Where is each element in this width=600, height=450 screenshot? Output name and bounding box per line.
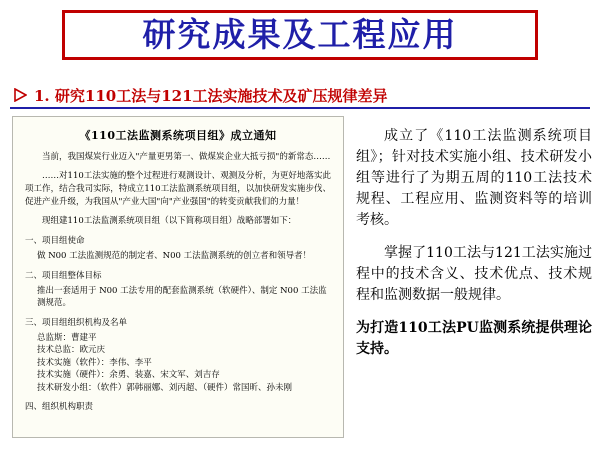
triangle-right-icon <box>10 85 30 105</box>
summary-paragraph-emphasis: 为打造110工法PU监测系统提供理论支持。 <box>356 320 592 357</box>
document-section-line: 技术实施（硬件）：余勇、装嘉、宋文军、刘吉存 <box>37 370 220 380</box>
document-section-body: 做 N00 工法监测规范的制定者、N00 工法监测系统的创立者和领导者！ <box>37 251 312 261</box>
page-title: 研究成果及工程应用 <box>142 15 458 54</box>
document-section-line: 技术总监：欧元庆 <box>37 345 106 355</box>
document-section-body: 推出一套适用于 N00 工法专用的配套监测系统（软硬件）、制定 N00 工法监测规范。 <box>37 285 327 308</box>
document-paragraph: 当前，我国煤炭行业迈入"产量更男第一、做煤炭企业大抵亏损"的新常态…… <box>42 152 331 162</box>
document-notice-panel <box>12 116 344 438</box>
document-section-heading: 三、项目组组织机构及名单 <box>25 317 128 328</box>
subtitle-row <box>10 82 590 108</box>
document-section-heading: 二、项目组整体目标 <box>25 270 102 281</box>
document-section-line: 总监斯：曹建平 <box>37 332 97 343</box>
subtitle-divider <box>10 107 590 109</box>
document-section-heading: 一、项目组使命 <box>25 236 85 246</box>
summary-paragraph: 掌握了110工法与121工法实施过程中的技术含义、技术优点、技术规程和监测数据一般规律。 <box>356 245 592 303</box>
document-title: 《110工法监测系统项目组》成立通知 <box>79 129 277 142</box>
document-section-line: 技术研发小组：（软件）郭韩丽娜、刘丙超、（硬件）常国昕、孙未刚 <box>37 382 293 393</box>
summary-paragraph: 成立了《110工法监测系统项目组》；针对技术实施小组、技术研发小组等进行了为期五周的110工法技术规程、工程应用、监测资料等的培训考核。 <box>356 128 592 228</box>
summary-text-column <box>356 126 592 372</box>
document-section-line: 技术实施（软件）：李伟、李平 <box>37 357 152 368</box>
document-section-heading: 四、组织机构职责 <box>25 402 94 412</box>
section-subtitle: 1. 研究110工法与121工法实施技术及矿压规律差异 <box>34 86 388 105</box>
document-paragraph: ……对110工法实施的整个过程进行观测设计、观测及分析，为更好地落实此项工作，结合我司实际，特成立110工法监测系统项目组，以加快研发实施步伐、促进产业升级，为我国从"产业大国"向"产业强国"的转变贡献我们的力量！ <box>25 171 331 207</box>
document-paragraph: 现组建110工法监测系统项目组（以下简称项目组）战略部署如下： <box>42 216 297 226</box>
